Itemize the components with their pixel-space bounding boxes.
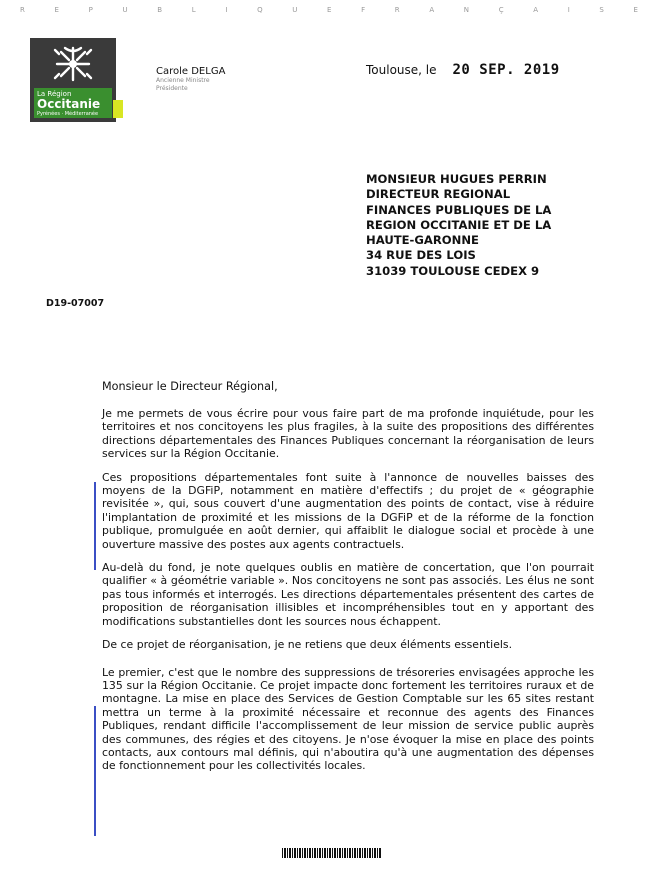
letter-body [102,380,594,783]
banner-letter: L [191,6,198,14]
place-date-line [366,62,560,78]
recipient-line: DIRECTEUR REGIONAL [366,187,511,202]
banner-letter: I [567,6,572,14]
banner-letter: E [54,6,61,14]
banner-letter: U [122,6,130,14]
paragraph: Au-delà du fond, je note quelques oublis en matière de concertation, que l'on pourrait qualifier « à géométrie variable ». Nos concitoyens ne sont pas associés. Les élus ne sont pas tous informés et interrogés. Les directions départementales présentent des cartes de proposition de réorganisation illisibles et incompréhensibles tout en y apportant des modifications substantielles dont les sources nous échappent. [102,561,594,628]
banner-letter: A [429,6,437,14]
paragraph: Je me permets de vous écrire pour vous faire part de ma profonde inquiétude, pour les territoires et nos concitoyens les plus fragiles, à la suite des propositions des différentes directions départementales des Finances Publiques concernant la réorganisation de leurs services sur la Région Occitanie. [102,407,594,461]
paragraph: De ce projet de réorganisation, je ne retiens que deux éléments essentiels. [102,638,513,652]
banner-letter: F [361,6,368,14]
logo-line-tagline: Pyrénées · Méditerranée [37,111,99,117]
banner-letter: E [327,6,334,14]
banner-letter: Ç [498,6,506,14]
barcode [282,848,382,858]
banner-letter: U [292,6,300,14]
salutation: Monsieur le Directeur Régional, [102,380,278,393]
signatory-role-1: Ancienne Ministre [156,77,210,84]
banner-letter: P [88,6,95,14]
recipient-line: MONSIEUR HUGUES PERRIN [366,172,547,186]
recipient-line: FINANCES PUBLIQUES DE LA [366,202,552,217]
republique-francaise-banner [20,6,640,14]
region-occitanie-logo [30,38,116,122]
signatory-name: Carole DELGA [156,66,226,77]
paragraph: Le premier, c'est que le nombre des suppressions de trésoreries envisagées approche les 135 sur la Région Occitanie. Ce projet impacte donc fortement les territoires ruraux et de montagne. La mise en place des Services de Gestion Comptable sur les 65 sites restant mettra un terme à la proximité nécessaire et reconnue des agents des Finances Publiques, rendant difficile l'accomplissement de leur mission de service public auprès des communes, des régies et des citoyens. Je n'ose évoquer la mise en place des points contacts, aux contours mal définis, qui n'aboutira qu'à une augmentation des dépenses de fonctionnement pour les collectivités locales. [102,665,594,773]
logo-wordmark [34,88,112,118]
occitan-cross-icon [49,44,97,84]
margin-marker [94,706,96,836]
recipient-address [366,172,596,279]
recipient-line: 31039 TOULOUSE CEDEX 9 [366,263,540,278]
banner-letter: E [633,6,640,14]
recipient-line: 34 RUE DES LOIS [366,248,476,263]
margin-marker [94,482,96,570]
recipient-line: REGION OCCITANIE ET DE LA [366,217,552,232]
banner-letter: I [225,6,230,14]
banner-letter: S [599,6,606,14]
banner-letter: R [394,6,402,14]
date-stamp: 20 SEP. 2019 [452,62,560,78]
banner-letter: R [20,6,27,14]
logo-accent [113,100,123,118]
banner-letter: N [463,6,472,14]
banner-letter: A [533,6,541,14]
signatory-block [156,66,225,93]
banner-letter: B [157,6,165,14]
logo-line-la-region: La Région [37,90,72,98]
paragraph: Ces propositions départementales font suite à l'annonce de nouvelles baisses des moyens de la DGFiP, notamment en matière d'effectifs ; du projet de « géographie revisitée », qui, sous couvert d'une augmentation des points de contact, vise à réduire l'implantation de proximité et les missions de la DGFiP et de la réforme de la fonction publique, promulguée en août dernier, qui affaiblit le dialogue social et procède à une ouverture massive des postes aux agents contractuels. [102,470,594,551]
place-label: Toulouse, le [366,63,437,77]
signatory-role-2: Présidente [156,85,188,92]
letter-reference: D19-07007 [46,298,105,309]
logo-line-occitanie: Occitanie [37,97,101,111]
banner-letter: Q [257,6,265,14]
recipient-line: HAUTE-GARONNE [366,233,479,248]
